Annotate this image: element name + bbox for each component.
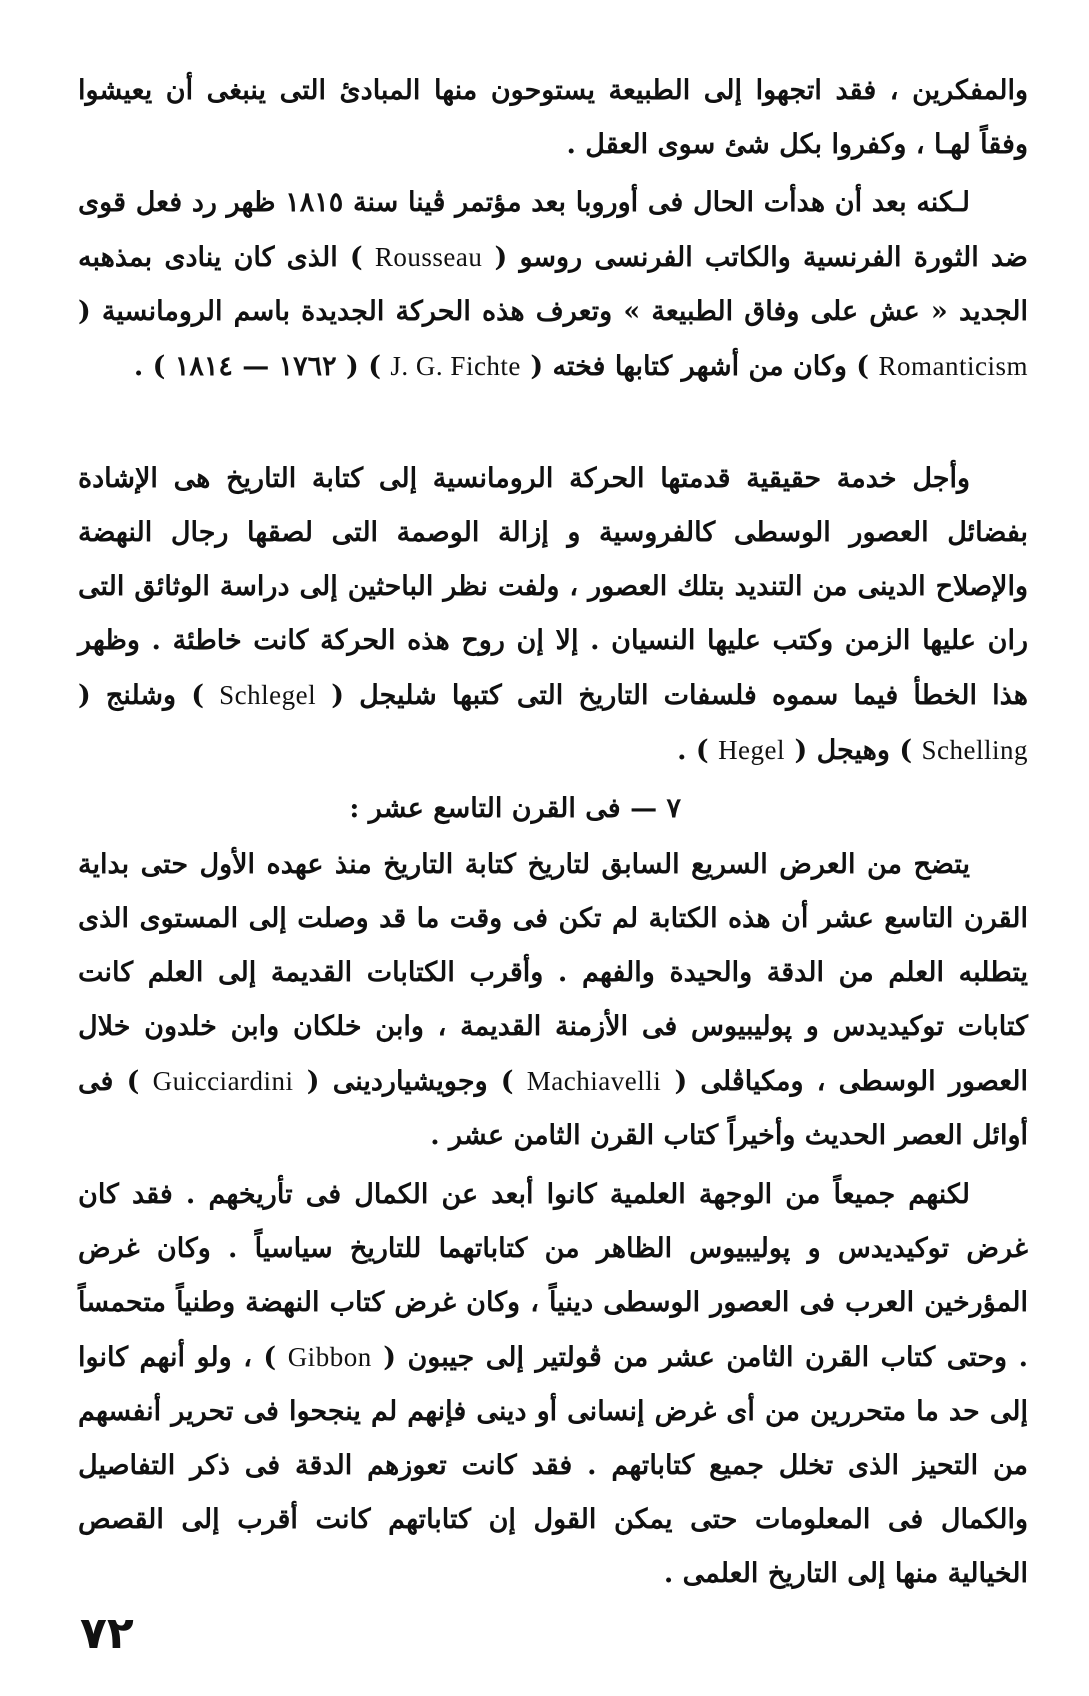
paragraph-3-part-d: ) . xyxy=(677,735,709,766)
latin-name-rousseau: Rousseau xyxy=(374,242,483,272)
paragraph-5 xyxy=(78,1168,1028,1601)
paragraph-5-part-b: ) ، ولو أنهم كانوا إلى حد ما متحررين من أى غرض إنسانى أو دينى فإنهم لم ينجحوا فى تحرير أنفسهم من التحيز الذى تخلل جميع كتاباتهم . فقد كانت تعوزهم الدقة فى ذكر التفاصيل والكمال فى المعلومات حتى يمكن القول إن كتاباتهم كانت أقرب إلى القصص الخيالية منها إلى التاريخ العلمى . xyxy=(78,1342,1028,1589)
paragraph-2-part-d: ) ( ١٧٦٢ — ١٨١٤ ) . xyxy=(133,351,382,382)
page-number: ٧٢ xyxy=(80,1608,134,1659)
paragraph-3-part-b: ) وشلنج ( xyxy=(78,680,204,711)
latin-name-hegel: Hegel xyxy=(718,735,786,765)
latin-name-schlegel: Schlegel xyxy=(219,680,317,710)
paragraph-2-part-c: ) وكان من أشهر كتابها فخته ( xyxy=(530,351,870,382)
paragraph-4-part-a: يتضح من العرض السريع السابق لتاريخ كتابة التاريخ منذ عهده الأول حتى بداية القرن التاسع عشر أن هذه الكتابة لم تكن فى وقت ما قد وصلت إلى المستوى الذى يتطلبه العلم من الدقة والحيدة والفهم . وأقرب الكتابات القديمة إلى العلم كانت كتابات توكيديدس و پوليبيوس فى الأزمنة القديمة ، وابن خلكان وابن خلدون خلال العصور الوسطى ، ومكياڤلى ( xyxy=(78,849,1028,1097)
paragraph-4 xyxy=(78,838,1028,1163)
paragraph-4-part-b: ) وجويشياردينى ( xyxy=(306,1066,514,1097)
paragraph-2-part-a: لـكنه بعد أن هدأت الحال فى أوروبا بعد مؤتمر ڤينا سنة ١٨١٥ ظهر رد فعل قوى ضد الثورة الفرنسية والكاتب الفرنسى روسو ( xyxy=(78,187,1028,273)
paragraph-2 xyxy=(78,176,1028,394)
paragraph-1 xyxy=(78,64,1028,172)
paragraph-5-part-a: لكنهم جميعاً من الوجهة العلمية كانوا أبعد عن الكمال فى تأريخهم . فقد كان غرض توكيديدس و پوليبيوس الظاهر من كتاباتهما للتاريخ سياسياً . وكان غرض المؤرخين العرب فى العصور الوسطى دينياً ، وكان غرض كتاب النهضة وطنياً متحمساً . وحتى كتاب القرن الثامن عشر من ڤولتير إلى جيبون ( xyxy=(78,1179,1028,1373)
latin-name-fichte: J. G. Fichte xyxy=(390,351,521,381)
paragraph-3 xyxy=(78,452,1028,778)
paragraph-4-part-c: ) فى أوائل العصر الحديث وأخيراً كتاب القرن الثامن عشر . xyxy=(78,1066,1028,1151)
paragraph-3-part-a: وأجل خدمة حقيقية قدمتها الحركة الرومانسية إلى كتابة التاريخ هى الإشادة بفضائل العصور الوسطى كالفروسية و إزالة الوصمة التى لصقها رجال النهضة والإصلاح الدينى من التنديد بتلك العصور ، ولفت نظر الباحثين إلى دراسة الوثائق التى ران عليها الزمن وكتب عليها النسيان . إلا إن روح هذه الحركة كانت خاطئة . وظهر هذا الخطأ فيما سموه فلسفات التاريخ التى كتبها شليجل ( xyxy=(78,463,1029,711)
latin-name-gibbon: Gibbon xyxy=(287,1342,372,1372)
section-heading-7: ٧ — فى القرن التاسع عشر : xyxy=(349,793,681,824)
paragraph-1-text: والمفكرين ، فقد اتجهوا إلى الطبيعة يستوحون منها المبادئ التى ينبغى أن يعيشوا وفقاً لهـا ، وكفروا بكل شئ سوى العقل . xyxy=(78,75,1028,160)
paragraph-3-part-c: ) وهيجل ( xyxy=(794,735,913,766)
latin-term-romanticism: Romanticism xyxy=(878,351,1028,381)
latin-name-schelling: Schelling xyxy=(921,735,1028,765)
paragraph-2-part-b: ) الذى كان ينادى بمذهبه الجديد « عش على وفاق الطبيعة » وتعرف هذه الحركة الجديدة باسم الرومانسية ( xyxy=(78,242,1028,327)
latin-name-guicciardini: Guicciardini xyxy=(152,1066,294,1096)
latin-name-machiavelli: Machiavelli xyxy=(526,1066,662,1096)
